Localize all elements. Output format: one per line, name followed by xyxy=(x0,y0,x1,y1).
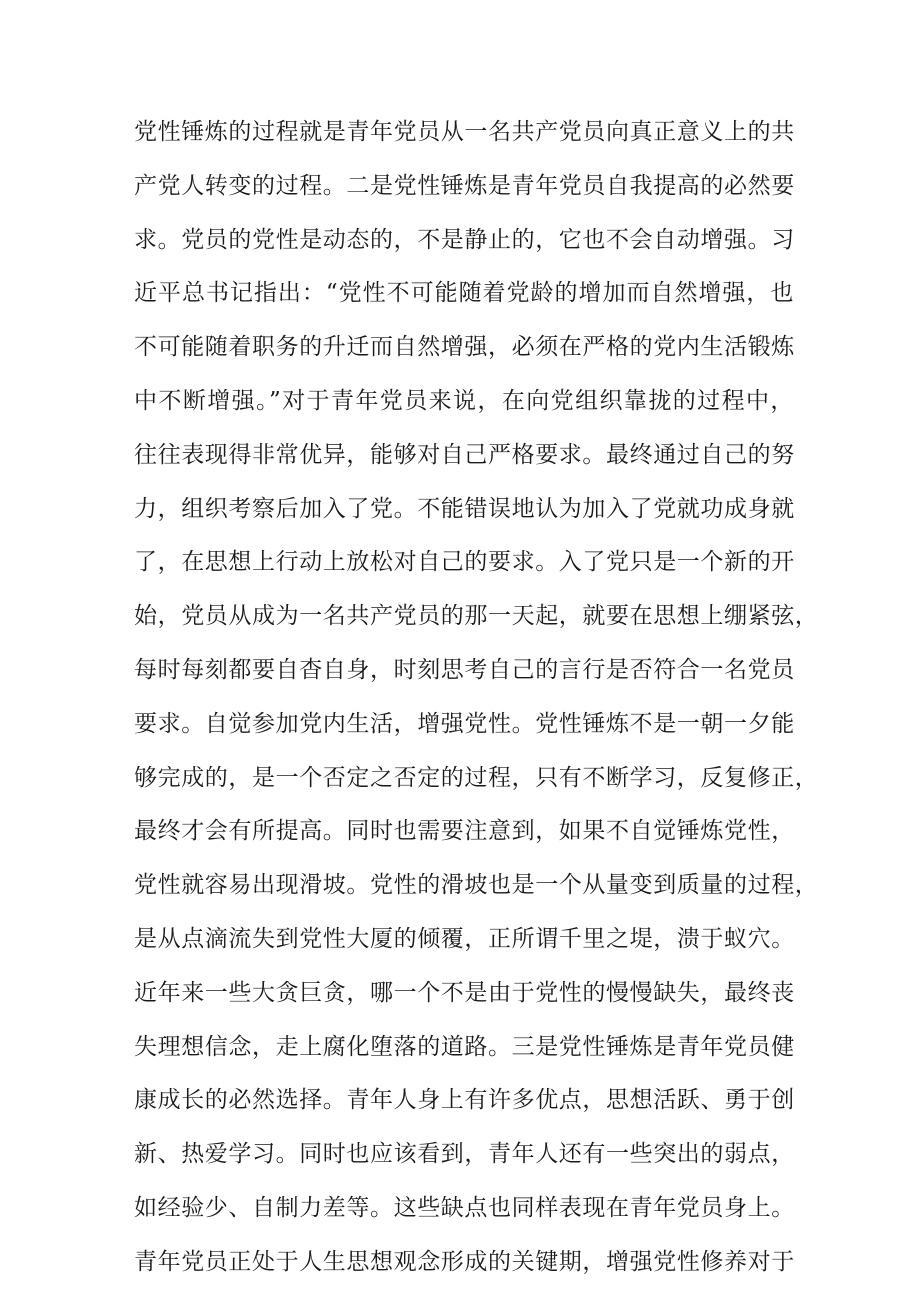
text-line: 近平总书记指出：“党性不可能随着党龄的增加而自然增强，也 xyxy=(134,280,794,307)
text-line: 青年党员正处于人生思想观念形成的关键期，增强党性修养对于 xyxy=(134,1248,795,1275)
text-line: 力，组织考察后加入了党。不能错误地认为加入了党就功成身就 xyxy=(134,495,795,522)
text-line: 党性就容易出现滑坡。党性的滑坡也是一个从量变到质量的过程， xyxy=(134,872,819,899)
text-line: 不可能随着职务的升迁而自然增强，必须在严格的党内生活锻炼 xyxy=(134,334,795,361)
text-line: 了，在思想上行动上放松对自己的要求。入了党只是一个新的开 xyxy=(134,549,795,576)
text-line: 够完成的，是一个否定之否定的过程，只有不断学习，反复修正， xyxy=(134,764,819,791)
body-paragraph xyxy=(134,106,819,1290)
text-line: 康成长的必然选择。青年人身上有许多优点，思想活跃、勇于创 xyxy=(134,1087,795,1114)
text-line: 每时每刻都要自杳自身，时刻思考自己的言行是否符合一名党员 xyxy=(134,656,795,683)
text-line: 产党人转变的过程。二是党性锤炼是青年党员自我提高的必然要 xyxy=(134,172,795,199)
text-line: 失理想信念，走上腐化堕落的道路。三是党性锤炼是青年党员健 xyxy=(134,1033,795,1060)
text-line: 新、热爱学习。同时也应该看到，青年人还有一些突出的弱点， xyxy=(134,1141,795,1168)
text-line: 始，党员从成为一名共产党员的那一天起，就要在思想上绷紧弦， xyxy=(134,603,819,630)
text-line: 是从点滴流失到党性大厦的倾覆，正所谓千里之堤，溃于蚁穴。 xyxy=(134,925,795,952)
text-line: 中不断增强。”对于青年党员来说，在向党组织靠拢的过程中， xyxy=(134,387,794,414)
text-line: 往往表现得非常优异，能够对自己严格要求。最终通过自己的努 xyxy=(134,441,795,468)
text-line: 如经验少、自制力差等。这些缺点也同样表现在青年党员身上。 xyxy=(134,1194,795,1221)
text-line: 党性锤炼的过程就是青年党员从一名共产党员向真正意义上的共 xyxy=(134,119,795,145)
text-line: 求。党员的党性是动态的，不是静止的，它也不会自动增强。习 xyxy=(134,226,795,253)
text-line: 要求。自觉参加党内生活，增强党性。党性锤炼不是一朝一夕能 xyxy=(134,710,795,737)
text-line: 最终才会有所提高。同时也需要注意到，如果不自觉锤炼党性， xyxy=(134,818,795,845)
text-line: 近年来一些大贪巨贪，哪一个不是由于党性的慢慢缺失，最终丧 xyxy=(134,979,795,1006)
